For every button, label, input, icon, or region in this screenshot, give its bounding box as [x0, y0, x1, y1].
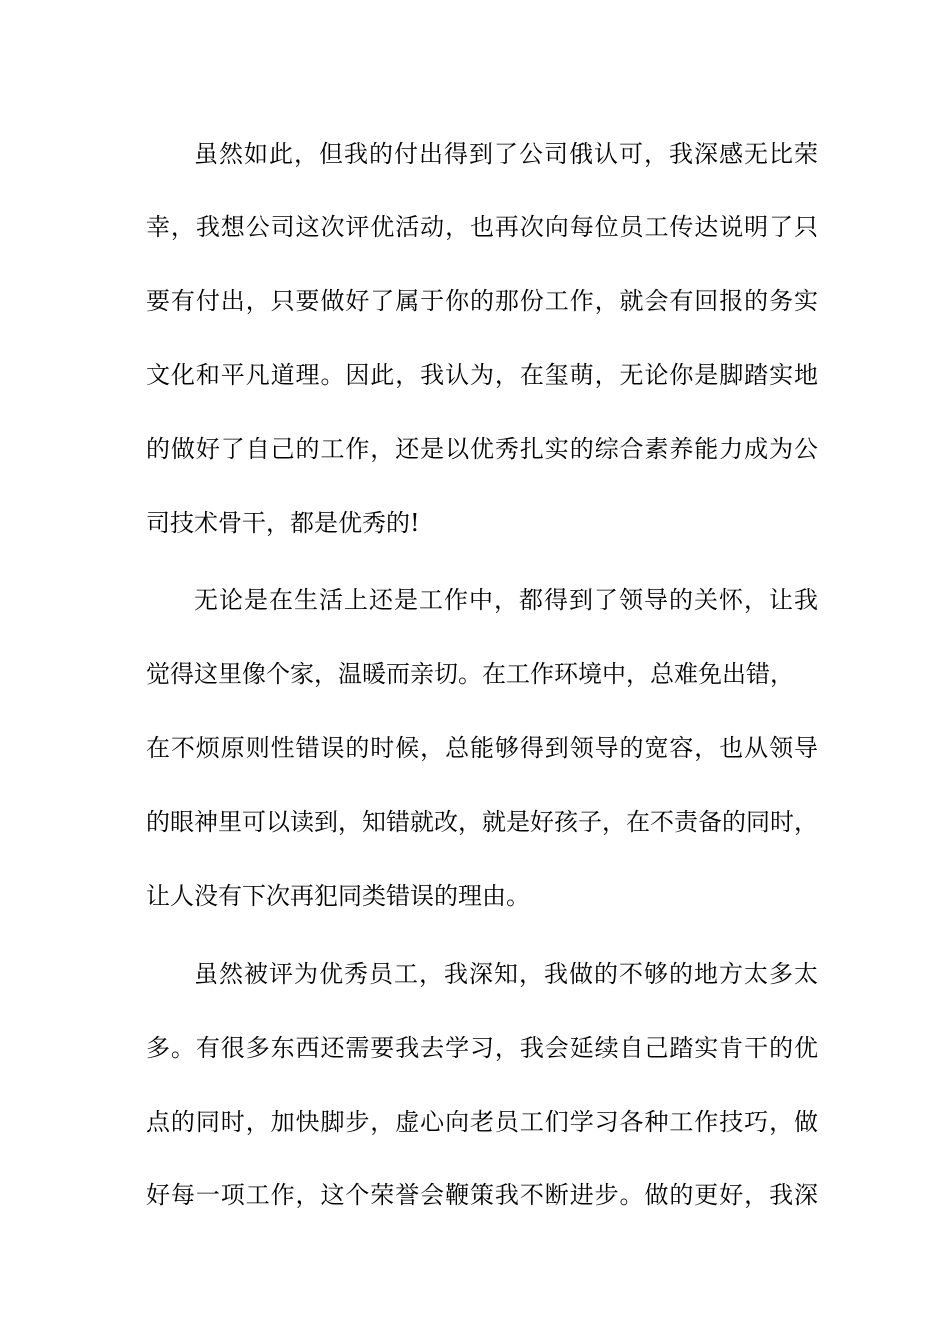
paragraph-3-line-2: 多。有很多东西还需要我去学习，我会延续自己踏实肯干的优: [146, 1034, 818, 1062]
paragraph-1-line-3: 要有付出，只要做好了属于你的那份工作，就会有回报的务实: [146, 287, 818, 315]
paragraph-2-line-3: 在不烦原则性错误的时候，总能够得到领导的宽容，也从领导: [146, 734, 818, 762]
paragraph-1-line-1: 虽然如此，但我的付出得到了公司俄认可，我深感无比荣: [194, 140, 818, 168]
paragraph-3-line-1: 虽然被评为优秀员工，我深知，我做的不够的地方太多太: [194, 960, 818, 988]
paragraph-1-line-2: 幸，我想公司这次评优活动，也再次向每位员工传达说明了只: [146, 213, 818, 241]
paragraph-3-line-4: 好每一项工作，这个荣誉会鞭策我不断进步。做的更好，我深: [146, 1181, 818, 1209]
paragraph-2-line-4: 的眼神里可以读到，知错就改，就是好孩子，在不责备的同时，: [146, 808, 818, 836]
paragraph-1-line-5: 的做好了自己的工作，还是以优秀扎实的综合素养能力成为公: [146, 435, 818, 463]
paragraph-3-line-3: 点的同时，加快脚步，虚心向老员工们学习各种工作技巧，做: [146, 1108, 818, 1136]
paragraph-2-line-5: 让人没有下次再犯同类错误的理由。: [146, 882, 530, 910]
paragraph-2-line-1: 无论是在生活上还是工作中，都得到了领导的关怀，让我: [194, 586, 818, 614]
paragraph-1-line-4: 文化和平凡道理。因此，我认为，在玺萌，无论你是脚踏实地: [146, 361, 818, 389]
paragraph-2-line-2: 觉得这里像个家，温暖而亲切。在工作环境中，总难免出错，: [146, 660, 794, 688]
paragraph-1-line-6: 司技术骨干，都是优秀的!: [146, 509, 420, 537]
